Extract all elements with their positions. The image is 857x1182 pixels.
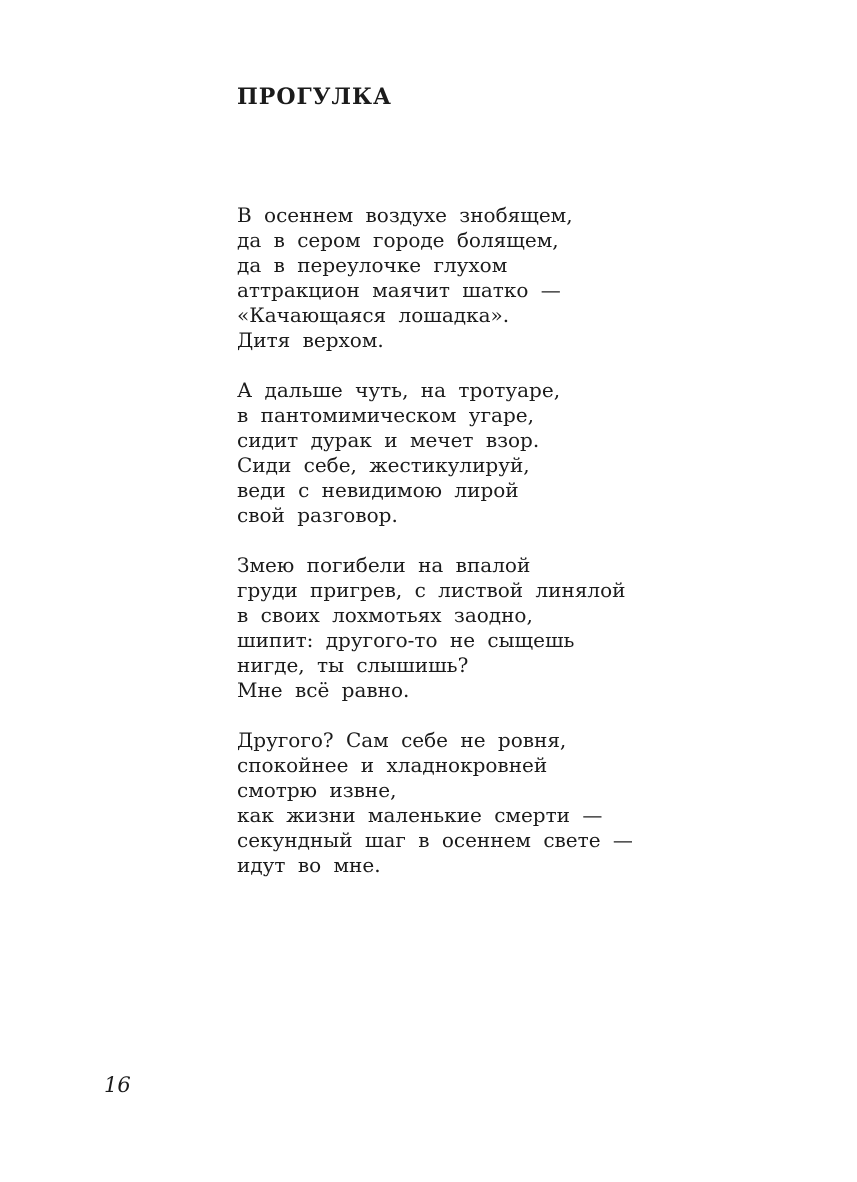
stanza-3 xyxy=(237,553,633,703)
poem-line: смотрю извне, xyxy=(237,778,397,802)
poem-line: веди с невидимою лирой xyxy=(237,478,519,502)
poem-line: в пантомимическом угаре, xyxy=(237,403,534,427)
poem-body xyxy=(237,203,633,903)
poem-line: аттракцион маячит шатко — xyxy=(237,278,561,302)
poem-line: А дальше чуть, на тротуаре, xyxy=(237,378,561,402)
poem-line: сидит дурак и мечет взор. xyxy=(237,428,540,452)
stanza-4 xyxy=(237,728,633,878)
poem-line: да в сером городе болящем, xyxy=(237,228,559,252)
poem-line: спокойнее и хладнокровней xyxy=(237,753,548,777)
stanza-1 xyxy=(237,203,633,353)
poem-line: груди пригрев, с листвой линялой xyxy=(237,578,626,602)
poem-line: свой разговор. xyxy=(237,503,398,527)
poem-line: нигде, ты слышишь? xyxy=(237,653,469,677)
poem-line: Змею погибели на впалой xyxy=(237,553,531,577)
poem-line: шипит: другого-то не сыщешь xyxy=(237,628,575,652)
poem-line: Другого? Сам себе не ровня, xyxy=(237,728,567,752)
poem-line: как жизни маленькие смерти — xyxy=(237,803,603,827)
poem-line: да в переулочке глухом xyxy=(237,253,508,277)
poem-line: Сиди себе, жестикулируй, xyxy=(237,453,530,477)
stanza-2 xyxy=(237,378,633,528)
poem-line: В осеннем воздухе знобящем, xyxy=(237,203,573,227)
page-number: 16 xyxy=(104,1073,131,1097)
poem-title: ПРОГУЛКА xyxy=(237,84,392,110)
poem-line: Мне всё равно. xyxy=(237,678,410,702)
poem-line: в своих лохмотьях заодно, xyxy=(237,603,533,627)
poem-line: Дитя верхом. xyxy=(237,328,384,352)
poem-line: «Качающаяся лошадка». xyxy=(237,303,510,327)
poem-line: секундный шаг в осеннем свете — xyxy=(237,828,633,852)
poem-line: идут во мне. xyxy=(237,853,381,877)
